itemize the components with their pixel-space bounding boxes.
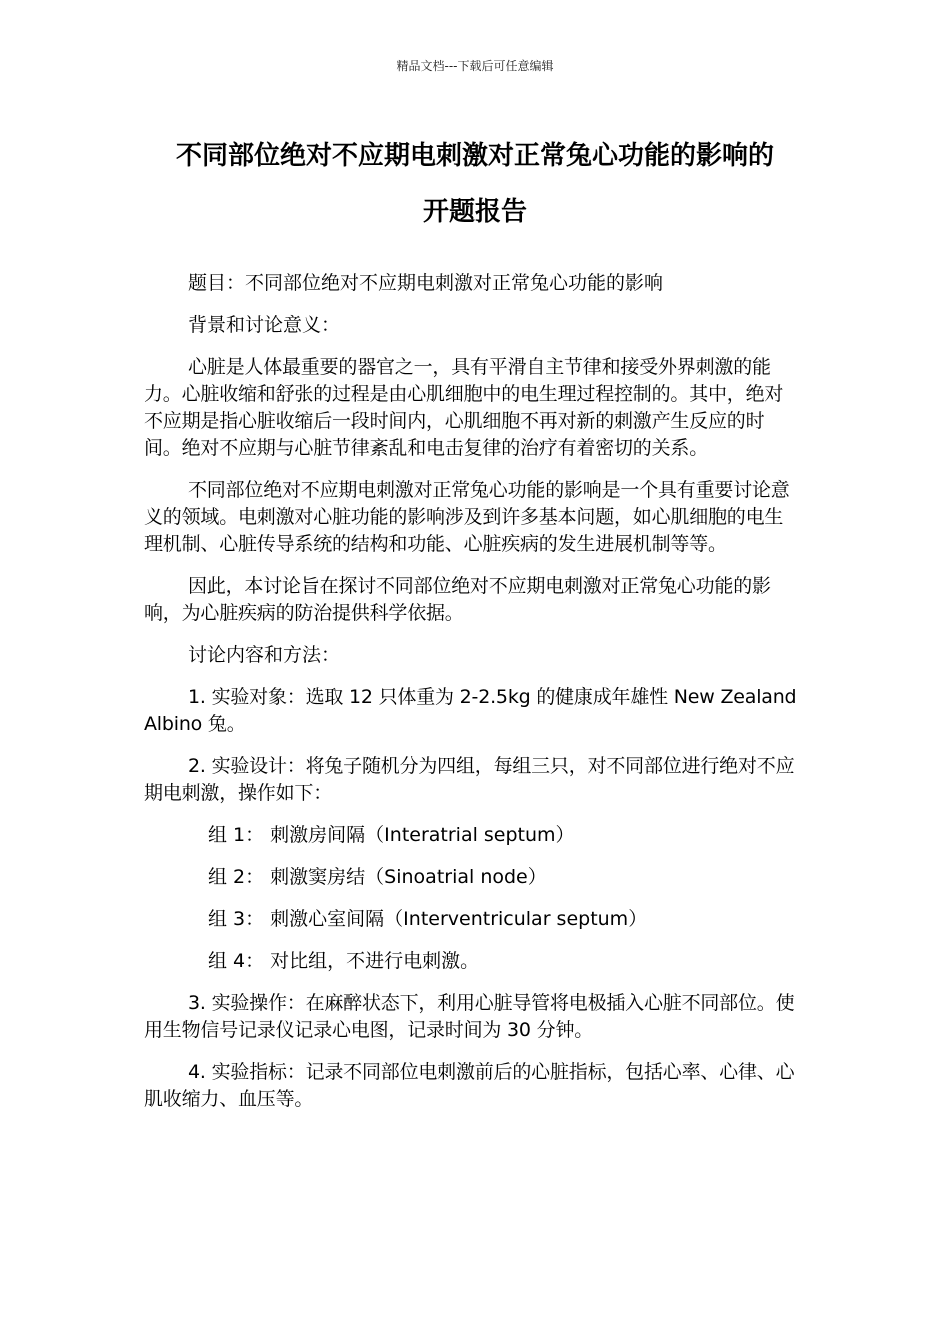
method-item: 4. 实验指标：记录不同部位电刺激前后的心脏指标，包括心率、心律、心肌收缩力、血压等。 (144, 1061, 795, 1110)
page-header-note: 精品文档---下载后可任意编辑 (396, 59, 554, 73)
group-item: 组 2： 刺激窦房结（Sinoatrial node） (208, 866, 547, 888)
methods-heading: 讨论内容和方法： (188, 644, 341, 666)
method-item: 1. 实验对象：选取 12 只体重为 2-2.5kg 的健康成年雄性 New Zealand Albino 兔。 (144, 686, 797, 735)
background-paragraph: 不同部位绝对不应期电刺激对正常兔心功能的影响是一个具有重要讨论意义的领域。电刺激对心脏功能的影响涉及到许多基本问题，如心肌细胞的电生理机制、心脏传导系统的结构和功能、心脏疾病的发生进展机制等等。 (144, 479, 790, 555)
background-paragraph: 心脏是人体最重要的器官之一，具有平滑自主节律和接受外界刺激的能力。心脏收缩和舒张的过程是由心肌细胞中的电生理过程控制的。其中，绝对不应期是指心脏收缩后一段时间内，心肌细胞不再对新的刺激产生反应的时间。绝对不应期与心脏节律紊乱和电击复律的治疗有着密切的关系。 (144, 356, 784, 459)
document-body (144, 270, 800, 1128)
method-item: 2. 实验设计：将兔子随机分为四组，每组三只，对不同部位进行绝对不应期电刺激，操作如下： (144, 755, 795, 804)
group-item: 组 3： 刺激心室间隔（Interventricular septum） (208, 908, 648, 930)
document-title-line-1: 不同部位绝对不应期电刺激对正常兔心功能的影响的 (175, 141, 774, 171)
method-item: 3. 实验操作：在麻醉状态下，利用心脏导管将电极插入心脏不同部位。使用生物信号记录仪记录心电图，记录时间为 30 分钟。 (144, 992, 795, 1041)
group-item: 组 1： 刺激房间隔（Interatrial septum） (208, 824, 575, 846)
group-item: 组 4： 对比组，不进行电刺激。 (208, 950, 480, 972)
background-paragraph: 因此，本讨论旨在探讨不同部位绝对不应期电刺激对正常兔心功能的影响，为心脏疾病的防治提供科学依据。 (144, 575, 771, 624)
topic-line: 题目：不同部位绝对不应期电刺激对正常兔心功能的影响 (188, 272, 664, 294)
document-title-line-2: 开题报告 (422, 197, 527, 227)
background-heading: 背景和讨论意义： (188, 314, 341, 336)
